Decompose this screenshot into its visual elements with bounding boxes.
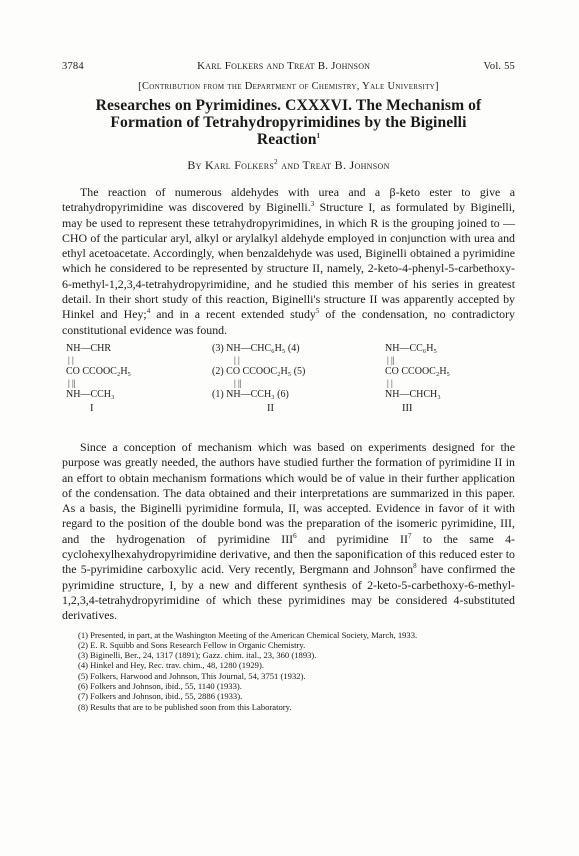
formula-I-bonds-1: | | <box>68 354 74 365</box>
formula-III-row-1: NH—CC₆H₅ <box>385 342 437 354</box>
formula-III-label: III <box>402 402 413 414</box>
formula-III-row-3: NH—CHCH₃ <box>385 388 441 400</box>
footnote-5: (5) Folkers, Harwood and Johnson, This Journal, 54, 3751 (1932). <box>78 670 306 681</box>
title-line-3-text: Reaction <box>256 131 317 148</box>
formula-II-row-3: (1) NH—CCH₃ (6) <box>212 388 289 400</box>
paragraph-2-text-d: have confirmed the pyrimidine structure, I, by a new and different synthesis of 2-keto-5-carbethoxy-6-methyl-1,2,3,4-tetrahydropyrimidine of which these pyrimidines may be considered 4-substituted derivatives. <box>62 562 515 623</box>
footnote-ref-4: 4 <box>146 307 151 316</box>
formula-II-row-1: (3) NH—CHC₆H₅ (4) <box>212 342 300 354</box>
footnote-ref-7: 7 <box>407 531 412 540</box>
paragraph-1 <box>62 185 515 338</box>
formula-III-bonds-2: | | <box>387 377 393 388</box>
byline-second-author: and Treat B. Johnson <box>277 158 390 172</box>
article-title <box>62 97 515 148</box>
paragraph-2-text-c: to the same 4-cyclohexylhexahydropyrimidine derivative, and then the saponification of this reduced ester to the 5-pyrimidine carboxylic acid. Very recently, Bergmann and Johnson <box>62 531 515 577</box>
footnotes <box>62 630 515 712</box>
volume-number: Vol. 55 <box>483 61 515 72</box>
byline <box>62 158 515 173</box>
footnote-ref-1: 1 <box>316 131 321 140</box>
formula-II-bonds-2: | || <box>234 377 242 388</box>
formula-I-row-1: NH—CHR <box>66 342 112 354</box>
footnote-ref-2: 2 <box>274 158 278 166</box>
formula-III-bonds-1: | || <box>387 354 395 365</box>
page-number: 3784 <box>62 61 84 72</box>
footnote-7: (7) Folkers and Johnson, ibid., 55, 2886 (1933). <box>78 691 243 702</box>
formula-II-label: II <box>267 402 274 414</box>
footnote-ref-8: 8 <box>413 562 417 571</box>
paragraph-1-text-c: and in a recent extended study <box>150 307 316 322</box>
footnote-ref-3: 3 <box>310 200 315 209</box>
footnote-ref-6: 6 <box>293 531 297 540</box>
journal-page <box>62 60 515 712</box>
formula-III-row-2: CO CCOOC₂H₅ <box>385 365 451 377</box>
title-line-1: Researches on Pyrimidines. CXXXVI. The Mechanism of <box>95 97 482 114</box>
paragraph-1-text-b: Structure I, as formulated by Biginelli, may be used to represent these tetrahydropyrimidines, in which R is the grouping joined to —CHO of the particular aryl, alkyl or arylalkyl aldehyde employed in conjunction with urea and ethyl acetoacetate. Accordingly, when benzaldehyde was used, Biginelli obtained a pyrimidine which he considered to be represented by structure II, namely, 2-keto-4-phenyl-5-carbethoxy-6-methyl-1,2,3,4-tetrahydropyrimidine, and he studied this member of his series in greatest detail. In their short study of this reaction, Biginelli's structure II was apparently accepted by Hinkel and Hey; <box>62 200 515 322</box>
footnote-4: (4) Hinkel and Hey, Rec. trav. chim., 48, 1280 (1929). <box>78 660 264 671</box>
paragraph-2 <box>62 440 515 624</box>
formula-I-label: I <box>90 402 94 414</box>
footnote-ref-5: 5 <box>315 307 320 316</box>
formula-II-bonds-1: | | <box>234 354 240 365</box>
paragraph-2-text-b: and pyrimidine II <box>296 531 408 546</box>
contribution-line: [Contribution from the Department of Chemistry, Yale University] <box>138 81 439 92</box>
structural-formulas <box>62 344 515 430</box>
running-head-authors: Karl Folkers and Treat B. Johnson <box>197 60 371 72</box>
footnote-3: (3) Biginelli, Ber., 24, 1317 (1891); Gazz. chim. ital., 23, 360 (1893). <box>78 650 317 661</box>
running-head <box>62 60 515 72</box>
paragraph-1-text-a: The reaction of numerous aldehydes with urea and a β-keto ester to give a tetrahydropyrimidine was discovered by Biginelli. <box>62 185 515 215</box>
footnote-8: (8) Results that are to be published soon from this Laboratory. <box>78 701 292 712</box>
byline-first-author: By Karl Folkers <box>187 158 275 172</box>
formula-I-bonds-2: | || <box>68 377 76 388</box>
title-line-3 <box>62 131 515 148</box>
footnote-6: (6) Folkers and Johnson, ibid., 55, 1140 (1933). <box>78 681 242 692</box>
footnote-1: (1) Presented, in part, at the Washington Meeting of the American Chemical Society, March, 1933. <box>78 629 418 640</box>
formula-I-row-3: NH—CCH₃ <box>66 388 115 400</box>
paragraph-1-text-d: of the condensation, no contradictory constitutional evidence was found. <box>62 307 516 337</box>
formula-II-row-2: (2) CO CCOOC₂H₅ (5) <box>212 365 306 377</box>
footnote-2: (2) E. R. Squibb and Sons Research Fellow in Organic Chemistry. <box>78 639 306 650</box>
title-line-2: Formation of Tetrahydropyrimidines by the Biginelli <box>110 114 467 131</box>
formula-I-row-2: CO CCOOC₂H₅ <box>66 365 132 377</box>
paragraph-2-text-a: Since a conception of mechanism which was based on experiments designed for the purpose was greatly needed, the authors have studied further the formation of pyrimidine II in an effort to obtain mechanism formations which would be of value in their further application of the condensation. The data obtained and their interpretations are summarized in this paper. As a basis, the Biginelli pyrimidine formula, II, was accepted. Evidence in favor of it with regard to the position of the double bond was the preparation of the isomeric pyrimidine, III, and the hydrogenation of pyrimidine III <box>62 439 515 546</box>
